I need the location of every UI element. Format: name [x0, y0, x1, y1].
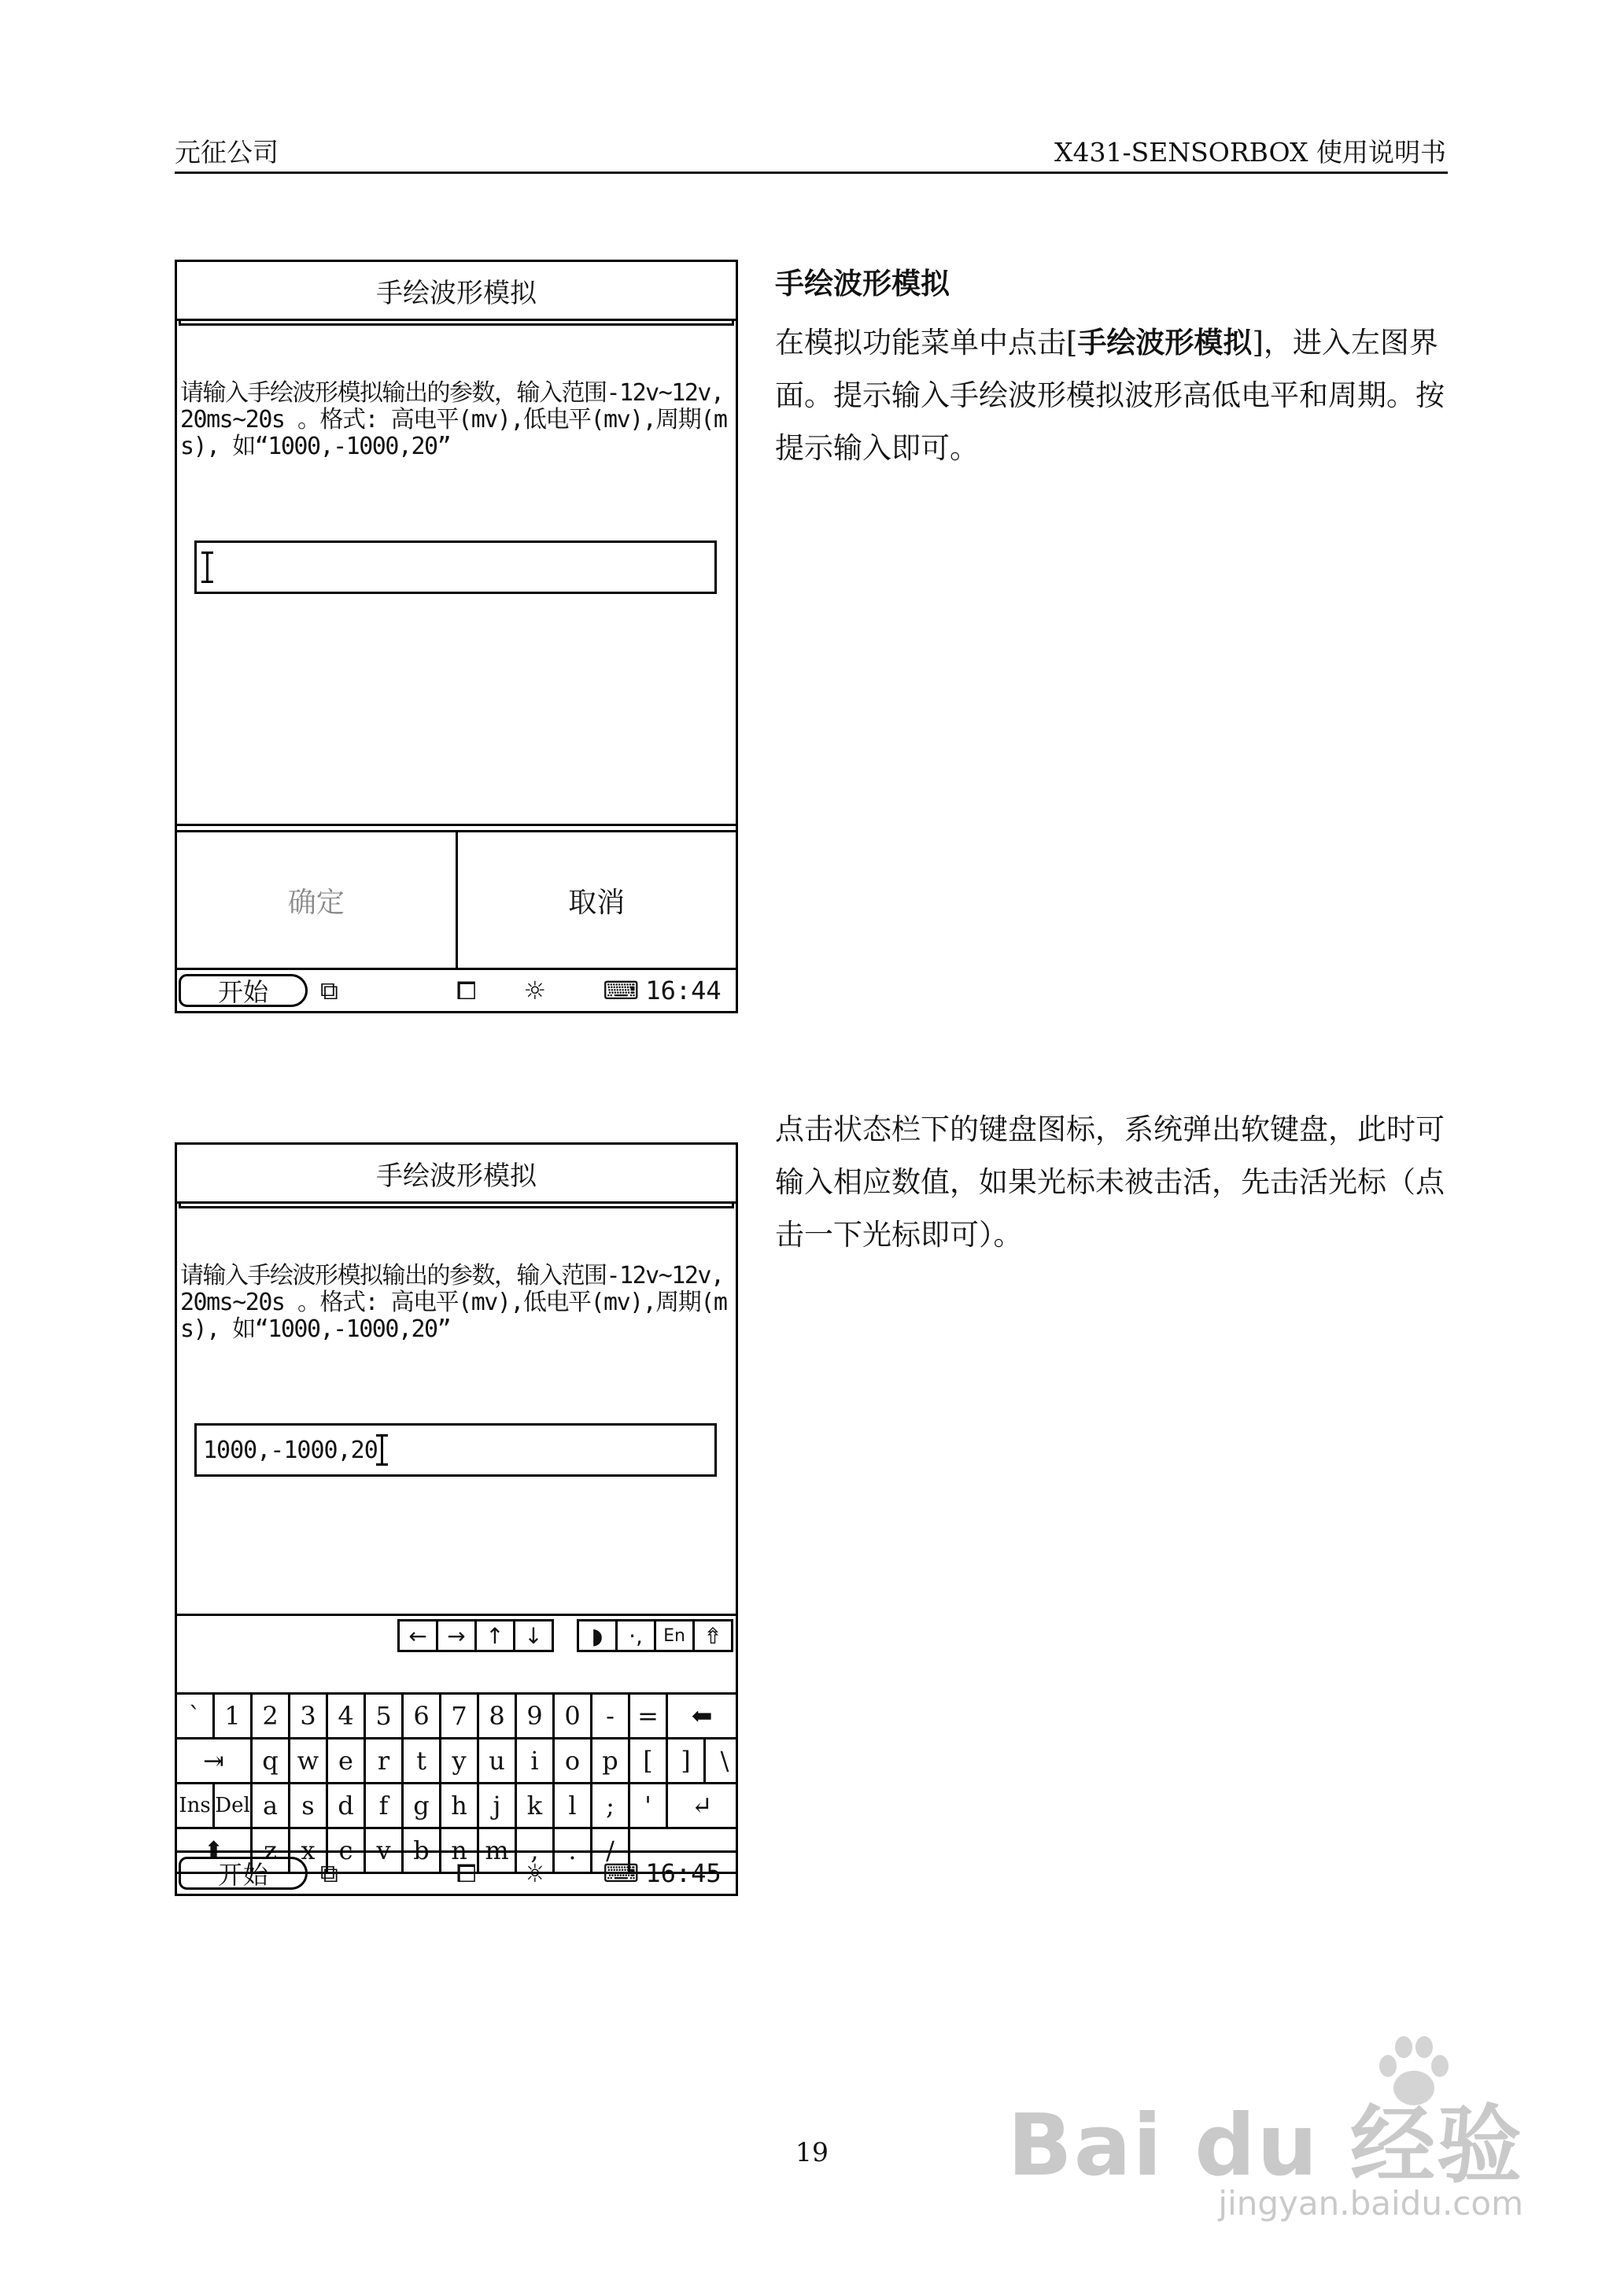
key[interactable]: w	[290, 1739, 328, 1782]
key[interactable]: z	[253, 1829, 290, 1872]
header-manual-title: X431-SENSORBOX 使用说明书	[1054, 137, 1446, 168]
key[interactable]: ,	[517, 1829, 555, 1872]
screen-title: 手绘波形模拟	[177, 262, 736, 321]
key[interactable]: 3	[290, 1695, 328, 1737]
key[interactable]: r	[366, 1739, 404, 1782]
key[interactable]: p	[592, 1739, 630, 1782]
connection-icon[interactable]: ⧠	[456, 1858, 477, 1888]
key[interactable]: 8	[479, 1695, 517, 1737]
key[interactable]: g	[404, 1784, 441, 1827]
soft-keyboard	[177, 1692, 736, 1874]
key[interactable]: a	[253, 1784, 290, 1827]
brightness-icon[interactable]: ☼	[523, 1858, 547, 1888]
start-button[interactable]: 开始	[179, 974, 308, 1007]
key[interactable]: ;	[592, 1784, 630, 1827]
key[interactable]: 2	[253, 1695, 290, 1737]
arrow-down-icon[interactable]: ↓	[513, 1621, 552, 1650]
key[interactable]: l	[555, 1784, 592, 1827]
key[interactable]: b	[404, 1829, 441, 1872]
shift-icon[interactable]: ⬆	[177, 1829, 253, 1872]
device-screen-input	[175, 260, 738, 1013]
screen-title: 手绘波形模拟	[177, 1145, 736, 1204]
header-company: 元征公司	[175, 137, 279, 168]
content-divider	[177, 824, 736, 826]
key[interactable]: j	[479, 1784, 517, 1827]
key[interactable]: [	[630, 1739, 668, 1782]
english-mode-key[interactable]: En	[654, 1621, 692, 1650]
key[interactable]: =	[630, 1695, 668, 1737]
key[interactable]: `	[177, 1695, 215, 1737]
confirm-button[interactable]: 确定	[287, 886, 345, 919]
arrow-up-icon[interactable]: ↑	[474, 1621, 513, 1650]
text-cursor-icon	[206, 552, 209, 583]
key[interactable]: 1	[215, 1695, 253, 1737]
key[interactable]: t	[404, 1739, 441, 1782]
keyboard-row-1	[177, 1692, 736, 1737]
key[interactable]: 5	[366, 1695, 404, 1737]
key[interactable]: n	[441, 1829, 479, 1872]
key[interactable]: 6	[404, 1695, 441, 1737]
tab-icon[interactable]: ⇥	[177, 1739, 253, 1782]
input-mode-keys	[577, 1619, 733, 1652]
paragraph-intro-text-a: 在模拟功能菜单中点击[	[775, 326, 1078, 360]
key[interactable]: y	[441, 1739, 479, 1782]
key[interactable]: e	[328, 1739, 366, 1782]
key[interactable]: i	[517, 1739, 555, 1782]
paragraph-keyboard: 点击状态栏下的键盘图标，系统弹出软键盘，此时可输入相应数值，如果光标未被击活，先击活光标（点击一下光标即可）。	[775, 1112, 1445, 1252]
insert-key[interactable]: Ins	[177, 1784, 215, 1827]
windows-icon[interactable]: ⧉	[320, 1858, 338, 1888]
dialog-buttons	[177, 830, 736, 968]
watermark-url: jingyan.baidu.com	[1218, 2184, 1523, 2223]
key[interactable]: -	[592, 1695, 630, 1737]
windows-icon[interactable]: ⧉	[320, 975, 338, 1005]
keyboard-row-3	[177, 1782, 736, 1827]
arrow-left-icon[interactable]: ←	[408, 1622, 427, 1649]
key[interactable]: f	[366, 1784, 404, 1827]
brightness-icon[interactable]: ☼	[523, 976, 547, 1005]
key[interactable]: c	[328, 1829, 366, 1872]
key[interactable]: d	[328, 1784, 366, 1827]
key[interactable]: 4	[328, 1695, 366, 1737]
cancel-button[interactable]: 取消	[456, 832, 736, 968]
backspace-icon[interactable]: ⬅	[691, 1701, 713, 1731]
taskbar	[177, 968, 736, 1011]
key[interactable]: /	[592, 1829, 630, 1872]
arrow-right-icon[interactable]: →	[436, 1621, 474, 1650]
parameter-input[interactable]	[194, 540, 717, 594]
parameter-input[interactable]	[194, 1423, 717, 1477]
clock: 16:45	[645, 1858, 722, 1888]
arrow-keys	[397, 1619, 554, 1652]
key[interactable]: 7	[441, 1695, 479, 1737]
key[interactable]: '	[630, 1784, 668, 1827]
enter-icon[interactable]: ↵	[691, 1791, 713, 1821]
paragraph-intro-text-b: ]，进入左图界面。提示输入手绘波形模拟波形高低电平和周期。按提示输入即可。	[775, 326, 1445, 465]
header-rule	[175, 172, 1448, 174]
section-title: 手绘波形模拟	[775, 267, 950, 301]
punctuation-icon[interactable]: ·,	[615, 1621, 654, 1650]
page-number: 19	[795, 2137, 829, 2167]
parameter-input-value: 1000,-1000,20	[203, 1436, 378, 1464]
key[interactable]: v	[366, 1829, 404, 1872]
key[interactable]: q	[253, 1739, 290, 1782]
half-full-width-icon[interactable]: ◗	[591, 1622, 603, 1649]
key[interactable]: \	[720, 1746, 729, 1776]
key[interactable]: s	[290, 1784, 328, 1827]
text-cursor-icon	[381, 1434, 383, 1466]
keyboard-icon[interactable]: ⌨	[603, 1858, 640, 1888]
input-prompt: 请输入手绘波形模拟输出的参数，输入范围-12v~12v,20ms~20s 。格式: 高电平(mv),低电平(mv),周期(ms), 如“1000,-1000,20”	[180, 1262, 727, 1343]
delete-key[interactable]: Del	[215, 1784, 253, 1827]
key[interactable]: m	[479, 1829, 517, 1872]
keyboard-toolbar	[177, 1614, 736, 1655]
clock: 16:44	[645, 976, 722, 1005]
key[interactable]: 0	[555, 1695, 592, 1737]
start-button[interactable]: 开始	[179, 1857, 308, 1890]
key[interactable]: .	[555, 1829, 592, 1872]
paragraph-intro-bold: 手绘波形模拟	[1077, 326, 1253, 360]
caps-icon[interactable]: ⇮	[692, 1621, 731, 1650]
key[interactable]: ]	[668, 1739, 706, 1782]
keyboard-icon[interactable]: ⌨	[603, 976, 640, 1005]
taskbar	[177, 1850, 736, 1894]
key[interactable]: u	[479, 1739, 517, 1782]
watermark-logo: Bai du 经验	[1007, 2097, 1523, 2195]
key[interactable]: o	[555, 1739, 592, 1782]
paragraph-intro	[775, 316, 1448, 474]
key[interactable]: x	[290, 1829, 328, 1872]
input-prompt: 请输入手绘波形模拟输出的参数，输入范围-12v~12v,20ms~20s 。格式: 高电平(mv),低电平(mv),周期(ms), 如“1000,-1000,20”	[180, 379, 727, 460]
key[interactable]: h	[441, 1784, 479, 1827]
key[interactable]: 9	[517, 1695, 555, 1737]
key[interactable]: k	[517, 1784, 555, 1827]
connection-icon[interactable]: ⧠	[456, 975, 477, 1005]
keyboard-row-2	[177, 1737, 736, 1782]
device-screen-keyboard	[175, 1142, 738, 1896]
